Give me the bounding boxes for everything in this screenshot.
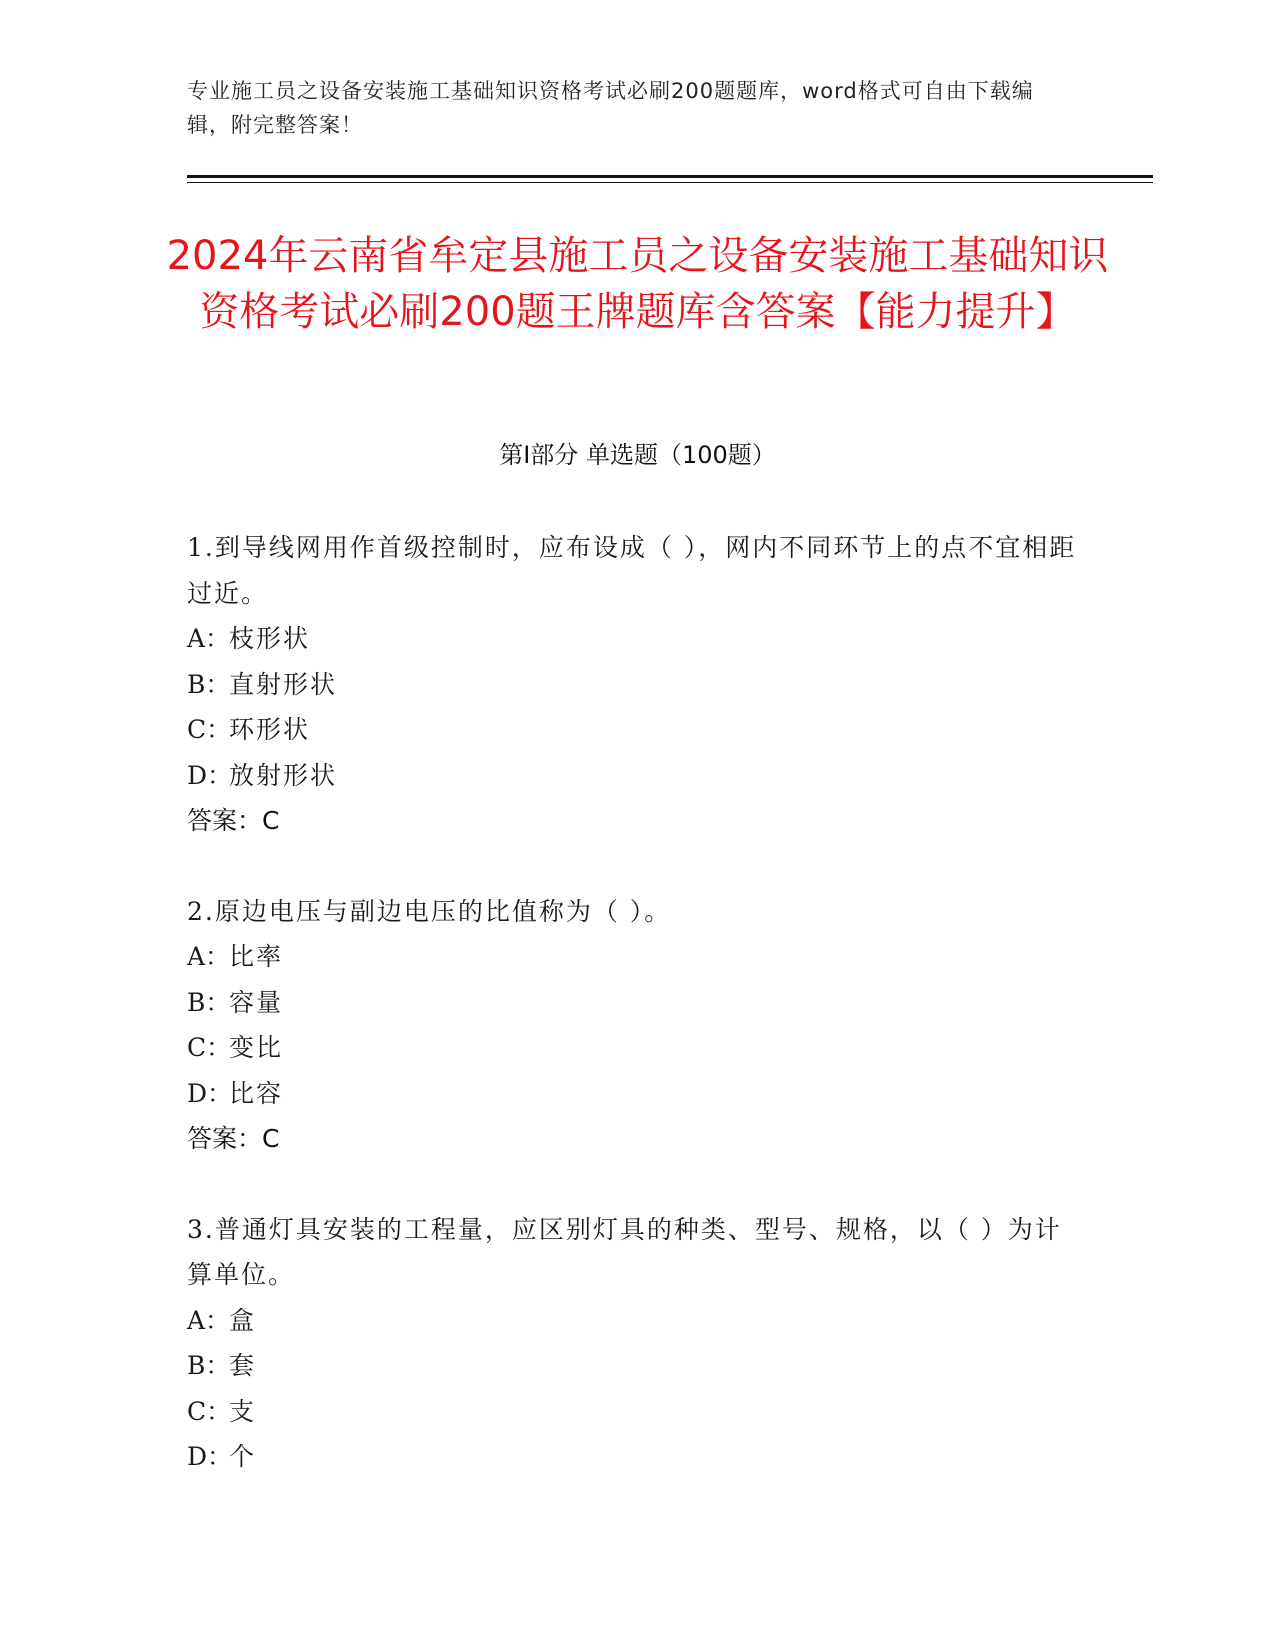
section-heading: 第I部分 单选题（100题） [499, 441, 776, 469]
header-note: 专业施工员之设备安装施工基础知识资格考试必刷200题题库，word格式可自由下载编辑，附完整答案！ [187, 79, 1034, 137]
header-rule-thick [187, 175, 1153, 178]
option-text: 枝形状 [229, 624, 311, 653]
option-text: 容量 [229, 987, 284, 1017]
option-a [187, 1298, 1087, 1344]
option-a [187, 616, 1087, 662]
option-key: D： [187, 1442, 233, 1471]
option-key: B： [187, 669, 231, 699]
question-item [187, 1207, 1087, 1480]
option-key: D： [187, 760, 233, 790]
option-key: D： [187, 1078, 233, 1108]
option-text: 变比 [229, 1033, 284, 1062]
option-key: C： [187, 715, 232, 744]
option-key: C： [187, 1033, 232, 1062]
question-item [187, 525, 1087, 844]
answer-line: 答案：C [187, 1124, 280, 1153]
question-item [187, 889, 1087, 1162]
option-key: C： [187, 1396, 232, 1426]
option-d [187, 1071, 1087, 1117]
option-b [187, 980, 1087, 1026]
option-text: 环形状 [229, 715, 311, 744]
option-text: 盒 [229, 1305, 257, 1335]
option-text: 比容 [229, 1078, 284, 1108]
option-text: 放射形状 [229, 760, 338, 790]
option-a [187, 934, 1087, 980]
option-text: 比率 [229, 942, 284, 971]
option-text: 套 [229, 1351, 257, 1380]
option-key: B： [187, 1351, 231, 1380]
answer-line: 答案：C [187, 806, 280, 835]
option-c [187, 707, 1087, 753]
option-key: B： [187, 987, 231, 1017]
question-stem: 2.原边电压与副边电压的比值称为（ ）。 [187, 896, 672, 926]
option-text: 支 [229, 1396, 257, 1426]
question-stem: 3.普通灯具安装的工程量，应区别灯具的种类、型号、规格，以（ ）为计算单位。 [187, 1214, 1062, 1289]
option-b [187, 1343, 1087, 1389]
option-b [187, 662, 1087, 708]
option-key: A： [187, 942, 231, 971]
option-text: 个 [229, 1442, 257, 1471]
option-d [187, 1434, 1087, 1480]
question-list [187, 525, 1087, 1525]
option-c [187, 1389, 1087, 1435]
header-rule-thin [187, 182, 1153, 183]
question-stem: 1.到导线网用作首级控制时，应布设成（ ），网内不同环节上的点不宜相距过近。 [187, 533, 1077, 608]
option-text: 直射形状 [229, 669, 338, 699]
option-d [187, 753, 1087, 799]
document-title: 2024年云南省牟定县施工员之设备安装施工基础知识资格考试必刷200题王牌题库含答案【能力提升】 [166, 233, 1109, 335]
option-c [187, 1025, 1087, 1071]
option-key: A： [187, 1305, 231, 1335]
option-key: A： [187, 624, 231, 653]
